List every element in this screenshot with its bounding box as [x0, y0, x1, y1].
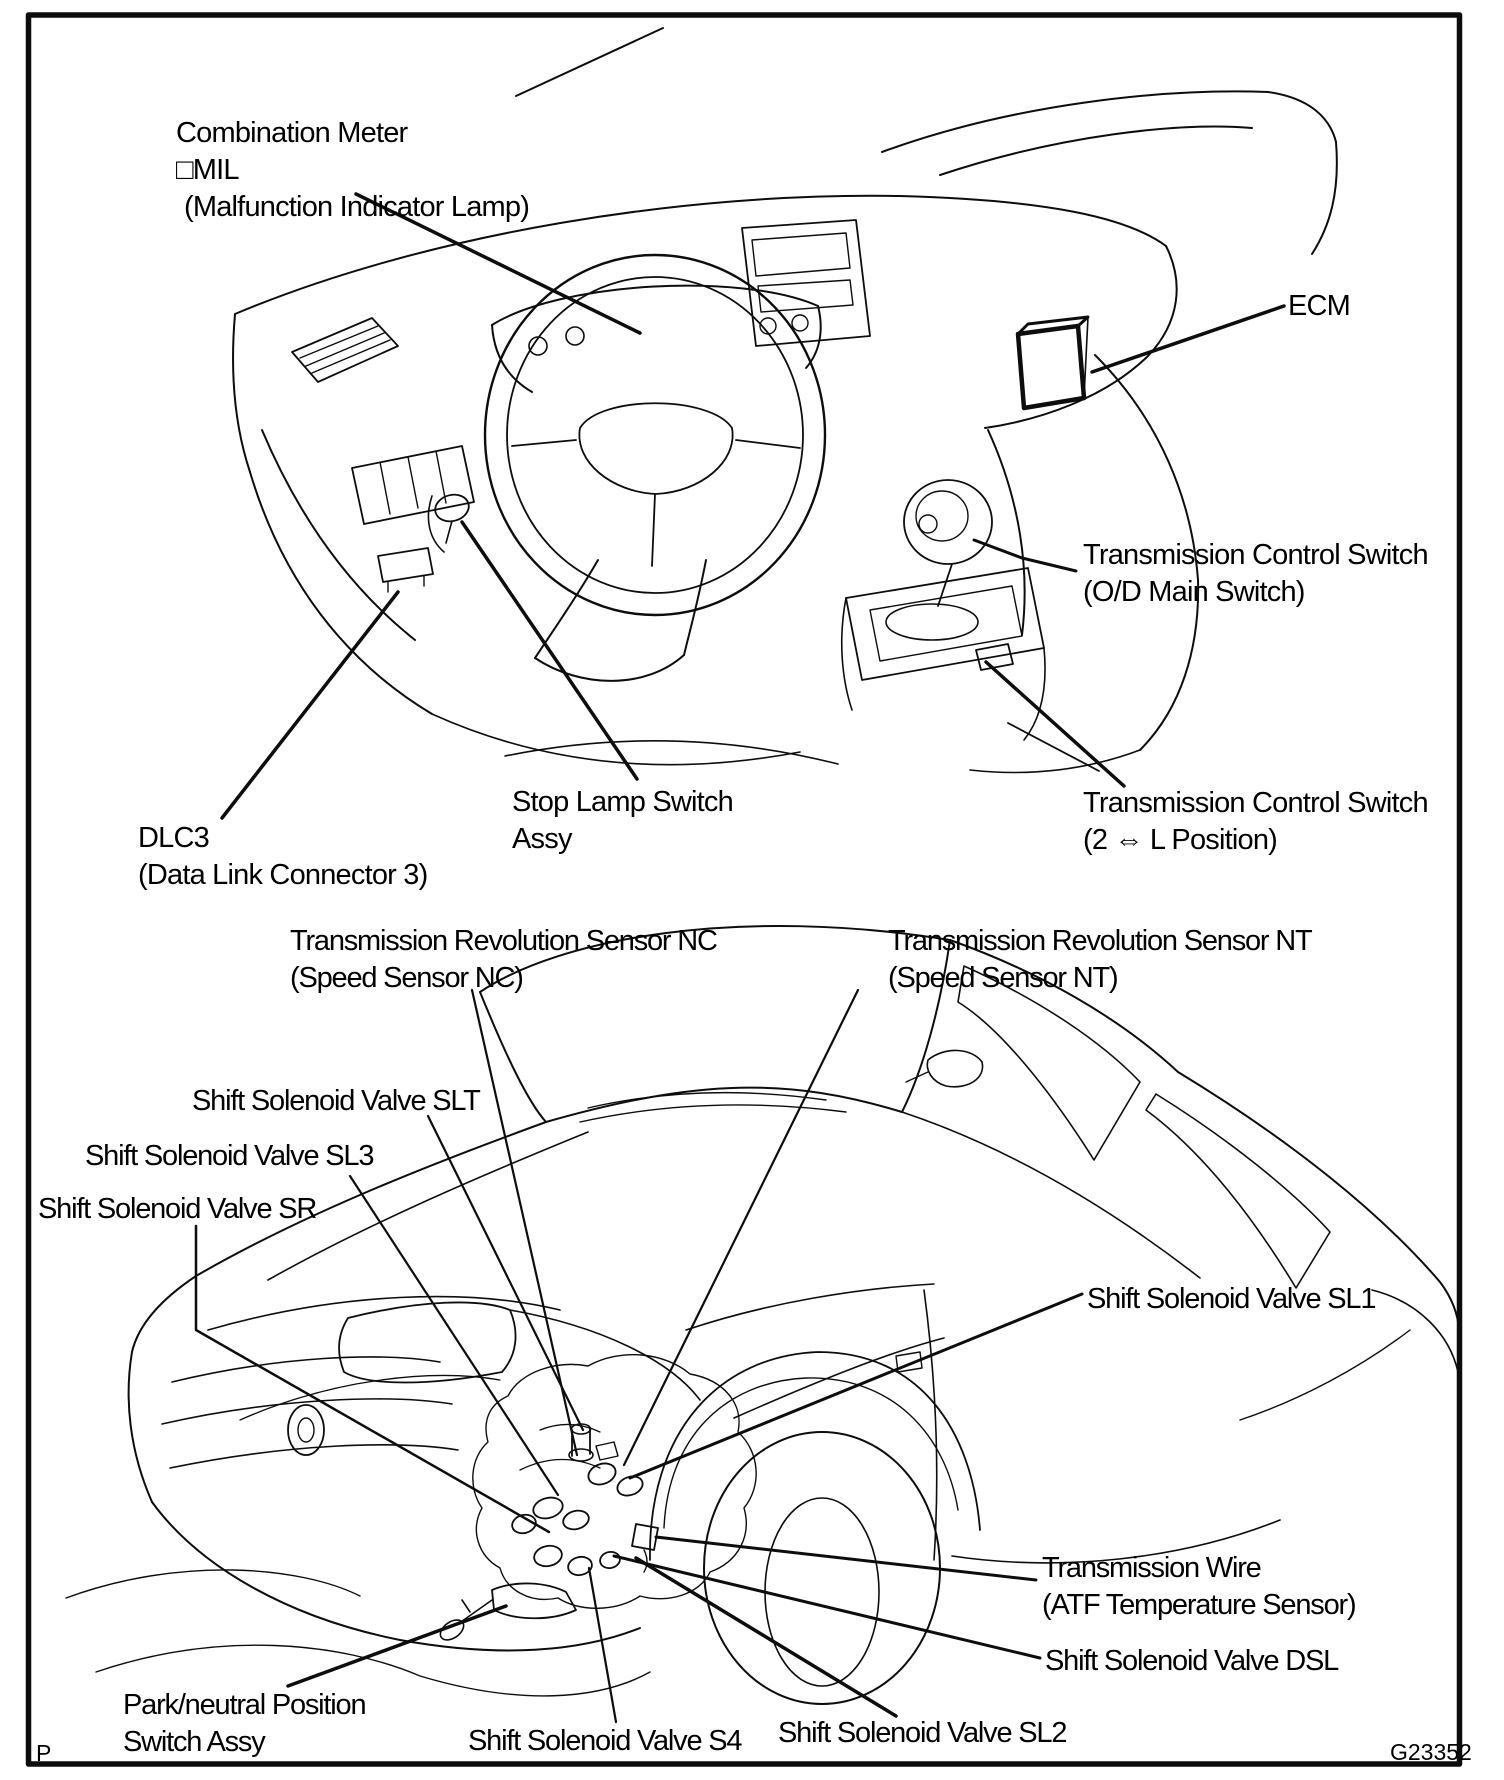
page-marker: P — [36, 1740, 52, 1766]
figure-code: G23352 — [1390, 1739, 1472, 1765]
label-shift-solenoid-sr — [38, 1191, 316, 1228]
label-line: Combination Meter — [176, 117, 408, 149]
shifter-console-part — [842, 480, 1045, 740]
label-line: Shift Solenoid Valve SL1 — [1087, 1283, 1376, 1315]
label-line: Park/neutral Position — [123, 1689, 366, 1721]
label-line: Transmission Control Switch — [1083, 787, 1428, 819]
label-transmission-wire — [1042, 1550, 1355, 1624]
leader-stop-lamp — [462, 522, 637, 779]
label-revolution-sensor-nt — [888, 923, 1312, 997]
label-combination-meter — [176, 115, 529, 226]
leader-ssv-slt — [428, 1116, 583, 1430]
label-line: Shift Solenoid Valve SR — [38, 1193, 317, 1225]
label-revolution-sensor-nc — [290, 923, 717, 997]
label-line: Shift Solenoid Valve S4 — [468, 1725, 742, 1757]
leader-tcs-2l-b — [1008, 723, 1099, 771]
label-shift-solenoid-dsl — [1045, 1643, 1338, 1680]
label-shift-solenoid-sl1 — [1087, 1281, 1375, 1318]
leader-transmission-wire — [656, 1537, 1036, 1580]
label-line: Transmission Wire — [1042, 1552, 1261, 1584]
leader-dlc3 — [222, 592, 398, 818]
label-dlc3 — [138, 820, 427, 894]
leader-ssv-sl3 — [350, 1176, 558, 1495]
label-line: (Data Link Connector 3) — [138, 859, 428, 891]
label-line: (Speed Sensor NT) — [888, 962, 1118, 994]
label-shift-solenoid-slt — [192, 1083, 480, 1120]
label-ecm — [1288, 288, 1350, 325]
leader-tcs-od — [974, 540, 1076, 571]
label-shift-solenoid-s4 — [468, 1723, 741, 1760]
label-line: Shift Solenoid Valve SL3 — [85, 1140, 374, 1172]
dlc3-part — [378, 548, 433, 592]
label-line: Shift Solenoid Valve DSL — [1045, 1645, 1339, 1677]
label-line: (Malfunction Indicator Lamp) — [184, 191, 530, 223]
label-line: (Speed Sensor NC) — [290, 962, 523, 994]
label-line: Assy — [512, 823, 572, 855]
label-line: Shift Solenoid Valve SL2 — [778, 1717, 1067, 1749]
label-line: Transmission Revolution Sensor NT — [888, 925, 1312, 957]
ecm-part — [1018, 317, 1088, 408]
label-shift-solenoid-sl2 — [778, 1715, 1066, 1752]
label-shift-solenoid-sl3 — [85, 1138, 373, 1175]
label-line: Transmission Revolution Sensor NC — [290, 925, 717, 957]
stop-lamp-switch-part — [428, 491, 471, 552]
label-line: (2 ⇔ L Position) — [1083, 824, 1278, 856]
label-line: □MIL — [176, 154, 239, 186]
label-line: (ATF Temperature Sensor) — [1042, 1589, 1356, 1621]
label-transmission-control-switch-od — [1083, 537, 1428, 611]
leader-ssv-dsl — [614, 1556, 1040, 1658]
label-line: ECM — [1288, 290, 1351, 322]
label-line: (O/D Main Switch) — [1083, 576, 1305, 608]
label-line: DLC3 — [138, 822, 209, 854]
label-line: Shift Solenoid Valve SLT — [192, 1085, 480, 1117]
label-line: Stop Lamp Switch — [512, 786, 733, 818]
leader-ssv-s4 — [589, 1568, 616, 1722]
leader-ssv-sl1 — [630, 1294, 1082, 1478]
leader-ecm — [1092, 306, 1284, 372]
leader-tcs-2l — [986, 662, 1124, 786]
label-line: Transmission Control Switch — [1083, 539, 1428, 571]
label-park-neutral-switch — [123, 1687, 365, 1761]
label-transmission-control-switch-2l — [1083, 785, 1428, 859]
label-line: Switch Assy — [123, 1726, 265, 1758]
label-stop-lamp-switch — [512, 784, 733, 858]
